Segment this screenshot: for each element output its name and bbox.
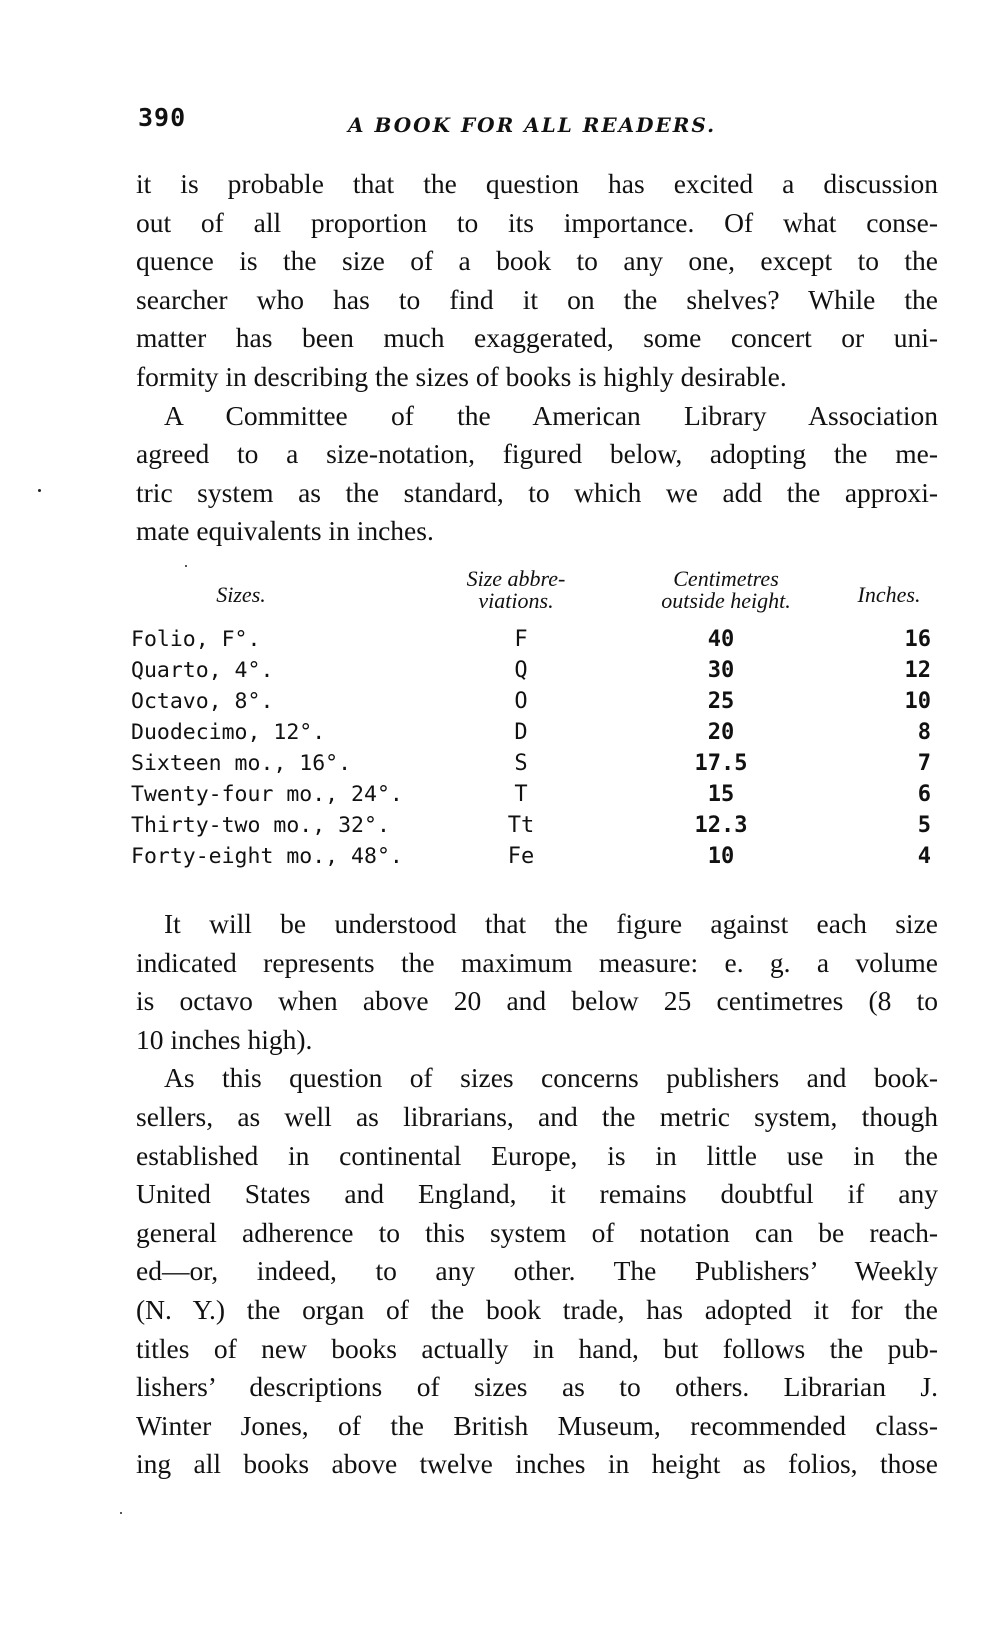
header-cm-line2: outside height. — [661, 588, 791, 613]
text-line: United States and England, it remains doubtful if any — [136, 1178, 938, 1210]
paragraph-continuation — [136, 165, 938, 397]
cell-size: Folio, F°. — [131, 627, 261, 652]
text-line: As this question of sizes concerns publishers and book- — [164, 1062, 938, 1094]
text-line: ed—or, indeed, to any other. The Publishers’ Weekly — [136, 1255, 938, 1287]
header-sizes — [201, 584, 281, 606]
cell-size: Quarto, 4°. — [131, 658, 274, 683]
header-sizes-label: Sizes. — [216, 582, 266, 607]
header-inches — [839, 584, 939, 606]
table-row — [131, 810, 941, 841]
text-line: A Committee of the American Library Association — [164, 399, 938, 431]
text-line: lishers’ descriptions of sizes as to others. Librarian J. — [136, 1371, 938, 1403]
text-line: sellers, as well as librarians, and the metric system, though — [136, 1100, 938, 1132]
header-centimetres — [626, 568, 826, 612]
text-line: agreed to a size-notation, figured below, adopting the me- — [136, 438, 938, 470]
upper-text — [136, 165, 938, 551]
text-line: general adherence to this system of notation can be reach- — [136, 1216, 938, 1248]
text-line: formity in describing the sizes of books is highly desirable. — [136, 360, 787, 392]
print-speck — [185, 565, 187, 567]
text-line: ing all books above twelve inches in height as folios, those — [136, 1448, 938, 1480]
text-line: is octavo when above 20 and below 25 centimetres (8 to — [136, 985, 938, 1017]
cell-abbr: S — [514, 751, 528, 776]
print-speck — [120, 1512, 122, 1514]
cell-inches: 4 — [917, 844, 931, 869]
paragraph-publishers — [136, 1059, 938, 1484]
cell-cm: 40 — [707, 627, 735, 652]
cell-cm: 17.5 — [694, 751, 748, 776]
text-line: matter has been much exaggerated, some concert or uni- — [136, 322, 938, 354]
cell-size: Duodecimo, 12°. — [131, 720, 326, 745]
text-line: it is probable that the question has excited a discussion — [136, 168, 938, 199]
cell-abbr: T — [514, 782, 528, 807]
text-line: (N. Y.) the organ of the book trade, has adopted it for the — [136, 1293, 938, 1325]
cell-size: Twenty-four mo., 24°. — [131, 782, 403, 807]
cell-abbr: Q — [514, 658, 528, 683]
cell-inches: 6 — [917, 782, 931, 807]
cell-inches: 5 — [917, 813, 931, 838]
text-line: titles of new books actually in hand, but follows the pub- — [136, 1332, 938, 1364]
cell-size: Octavo, 8°. — [131, 689, 274, 714]
size-notation-table — [131, 566, 941, 886]
table-row — [131, 655, 941, 686]
cell-cm: 12.3 — [694, 813, 748, 838]
cell-cm: 15 — [707, 782, 735, 807]
text-line: It will be understood that the figure against each size — [164, 908, 938, 939]
cell-abbr: F — [514, 627, 528, 652]
header-abbreviations — [431, 568, 601, 612]
cell-abbr: D — [514, 720, 528, 745]
table-row — [131, 748, 941, 779]
table-row — [131, 624, 941, 655]
cell-cm: 25 — [707, 689, 735, 714]
text-line: tric system as the standard, to which we add the approxi- — [136, 476, 938, 508]
text-line: searcher who has to find it on the shelves? While the — [136, 283, 938, 315]
cell-abbr: Fe — [507, 844, 535, 869]
table-row — [131, 717, 941, 748]
cell-inches: 16 — [904, 627, 931, 652]
header-inches-label: Inches. — [857, 582, 921, 607]
cell-cm: 20 — [707, 720, 735, 745]
cell-cm: 10 — [707, 844, 735, 869]
text-line: Winter Jones, of the British Museum, recommended class- — [136, 1409, 938, 1441]
cell-inches: 7 — [917, 751, 931, 776]
text-line: out of all proportion to its importance. Of what conse- — [136, 206, 938, 238]
lower-text — [136, 905, 938, 1484]
print-speck — [38, 489, 41, 492]
cell-inches: 8 — [917, 720, 931, 745]
text-line: indicated represents the maximum measure: e. g. a volume — [136, 946, 938, 978]
header-cm-line1: Centimetres — [673, 566, 779, 591]
text-line: established in continental Europe, is in little use in the — [136, 1139, 938, 1171]
running-head — [138, 103, 938, 139]
cell-size: Sixteen mo., 16°. — [131, 751, 352, 776]
page-number: 390 — [138, 103, 187, 132]
paragraph-maximum-measure — [136, 905, 938, 1059]
paragraph-committee — [136, 397, 938, 551]
cell-abbr: Tt — [507, 813, 535, 838]
cell-cm: 30 — [707, 658, 735, 683]
cell-abbr: O — [514, 689, 528, 714]
cell-size: Thirty-two mo., 32°. — [131, 813, 390, 838]
table-body — [131, 624, 941, 872]
text-line: quence is the size of a book to any one, except to the — [136, 245, 938, 277]
running-title: A BOOK FOR ALL READERS. — [348, 113, 717, 137]
text-line: mate equivalents in inches. — [136, 515, 434, 547]
cell-inches: 12 — [904, 658, 931, 683]
header-abbr-line2: viations. — [478, 588, 554, 613]
table-row — [131, 779, 941, 810]
table-row — [131, 686, 941, 717]
header-abbr-line1: Size abbre- — [466, 566, 566, 591]
cell-inches: 10 — [904, 689, 931, 714]
table-row — [131, 841, 941, 872]
text-line: 10 inches high). — [136, 1023, 313, 1055]
cell-size: Forty-eight mo., 48°. — [131, 844, 403, 869]
